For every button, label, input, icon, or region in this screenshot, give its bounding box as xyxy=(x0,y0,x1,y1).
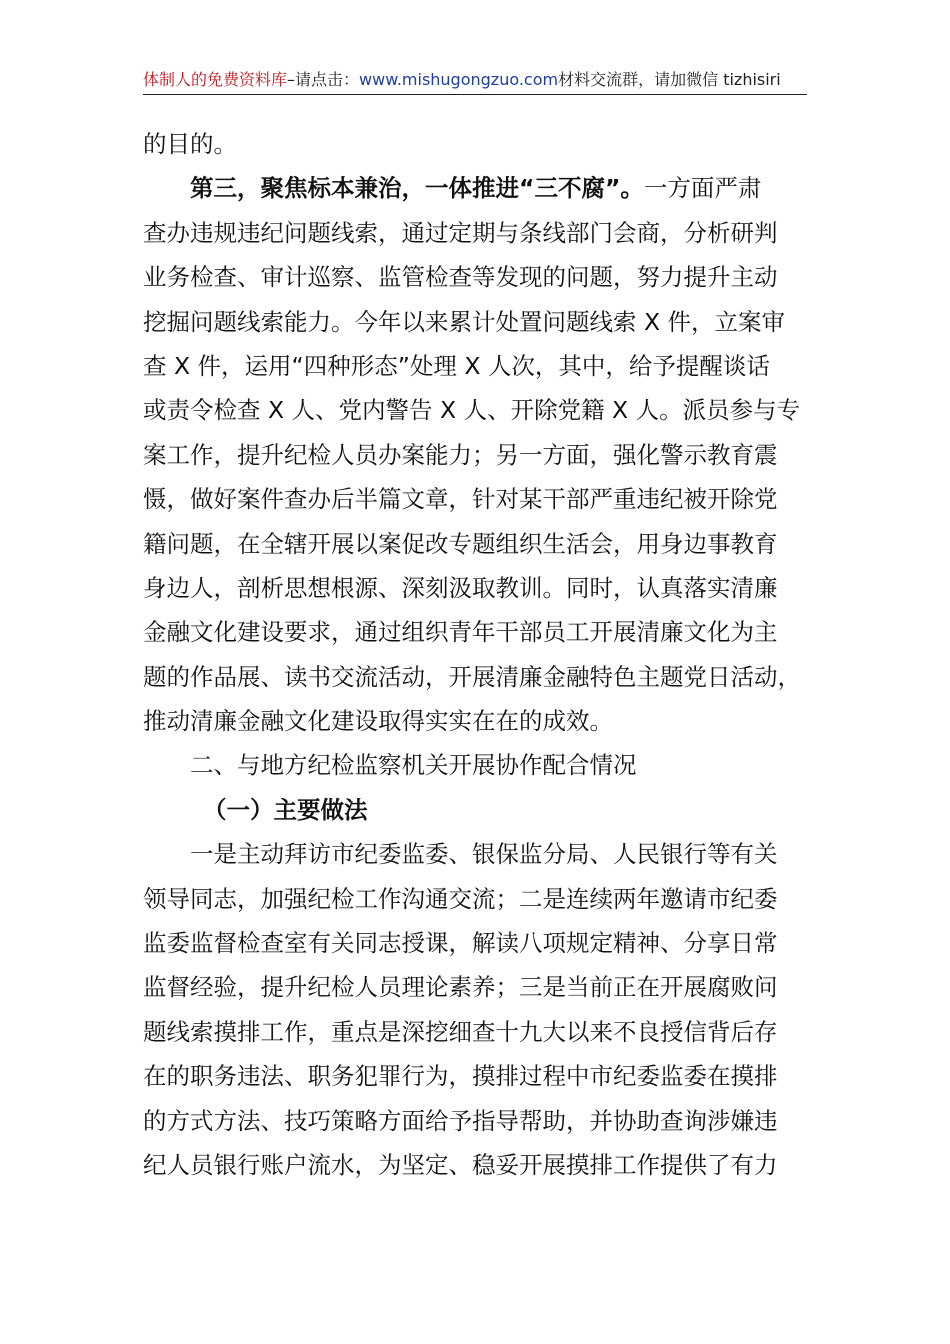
line-text: 或责令检查 X 人、党内警告 X 人、开除党籍 X 人。派员参与专 xyxy=(143,396,801,425)
line-text: 监委监督检查室有关同志授课，解读八项规定精神、分享日常 xyxy=(143,929,778,958)
subsection-heading xyxy=(143,788,807,832)
header-prefix: –请点击： xyxy=(287,70,360,89)
line-text: 查办违规违纪问题线索，通过定期与条线部门会商，分析研判 xyxy=(143,218,778,247)
paragraph-line xyxy=(143,610,807,654)
line-bold-text: （一）主要做法 xyxy=(203,795,368,824)
line-text: 推动清廉金融文化建设取得实实在在的成效。 xyxy=(143,707,613,736)
paragraph-line xyxy=(143,388,807,432)
paragraph-line xyxy=(143,566,807,610)
line-text: 慑，做好案件查办后半篇文章，针对某干部严重违纪被开除党 xyxy=(143,485,778,514)
header-suffix: 材料交流群，请加微信 tizhisiri xyxy=(558,70,781,89)
paragraph-line xyxy=(143,877,807,921)
paragraph-line xyxy=(143,1099,807,1143)
paragraph-line xyxy=(143,477,807,521)
line-text: 挖掘问题线索能力。今年以来累计处置问题线索 X 件，立案审 xyxy=(143,307,786,336)
document-header xyxy=(143,68,807,95)
paragraph-line xyxy=(143,522,807,566)
line-text: 纪人员银行账户流水，为坚定、稳妥开展摸排工作提供了有力 xyxy=(143,1150,778,1179)
paragraph-line xyxy=(143,655,807,699)
paragraph-line xyxy=(143,300,807,344)
line-text: 身边人，剖析思想根源、深刻汲取教训。同时，认真落实清廉 xyxy=(143,573,778,602)
paragraph-line xyxy=(143,965,807,1009)
line-text: 的方式方法、技巧策略方面给予指导帮助，并协助查询涉嫌违 xyxy=(143,1106,778,1135)
paragraph-line xyxy=(143,211,807,255)
line-text: 籍问题，在全辖开展以案促改专题组织生活会，用身边事教育 xyxy=(143,529,778,558)
line-text: 金融文化建设要求，通过组织青年干部员工开展清廉文化为主 xyxy=(143,618,778,647)
header-brand: 体制人的免费资料库 xyxy=(143,70,288,89)
paragraph-line xyxy=(143,255,807,299)
line-text: 业务检查、审计巡察、监管检查等发现的问题，努力提升主动 xyxy=(143,263,778,292)
line-bold-text: 第三，聚焦标本兼治，一体推进“三不腐”。 xyxy=(190,174,644,203)
line-text: 案工作，提升纪检人员办案能力；另一方面，强化警示教育震 xyxy=(143,440,778,469)
paragraph-line xyxy=(143,1010,807,1054)
line-text: 在的职务违法、职务犯罪行为，摸排过程中市纪委监委在摸排 xyxy=(143,1062,778,1091)
line-text: 题的作品展、读书交流活动，开展清廉金融特色主题党日活动， xyxy=(143,662,801,691)
document-body xyxy=(143,122,807,1187)
paragraph-line xyxy=(143,699,807,743)
line-text: 一方面严肃 xyxy=(643,174,762,203)
line-text: 题线索摸排工作，重点是深挖细查十九大以来不良授信背后存 xyxy=(143,1017,778,1046)
paragraph-line xyxy=(143,166,807,210)
section-heading xyxy=(143,743,807,787)
line-text: 二、与地方纪检监察机关开展协作配合情况 xyxy=(190,751,637,780)
line-text: 一是主动拜访市纪委监委、银保监分局、人民银行等有关 xyxy=(190,840,778,869)
line-text: 监督经验，提升纪检人员理论素养；三是当前正在开展腐败问 xyxy=(143,973,778,1002)
paragraph-line xyxy=(143,921,807,965)
paragraph-line xyxy=(143,1054,807,1098)
paragraph-line xyxy=(143,1143,807,1187)
paragraph-line xyxy=(143,433,807,477)
header-url-link[interactable]: www.mishugongzuo.com xyxy=(359,70,559,89)
paragraph-line xyxy=(143,344,807,388)
line-text: 查 X 件，运用“四种形态”处理 X 人次，其中，给予提醒谈话 xyxy=(143,351,770,380)
line-text: 的目的。 xyxy=(143,130,237,158)
paragraph-line xyxy=(143,832,807,876)
line-text: 领导同志，加强纪检工作沟通交流；二是连续两年邀请市纪委 xyxy=(143,884,778,913)
paragraph-line xyxy=(143,122,807,166)
